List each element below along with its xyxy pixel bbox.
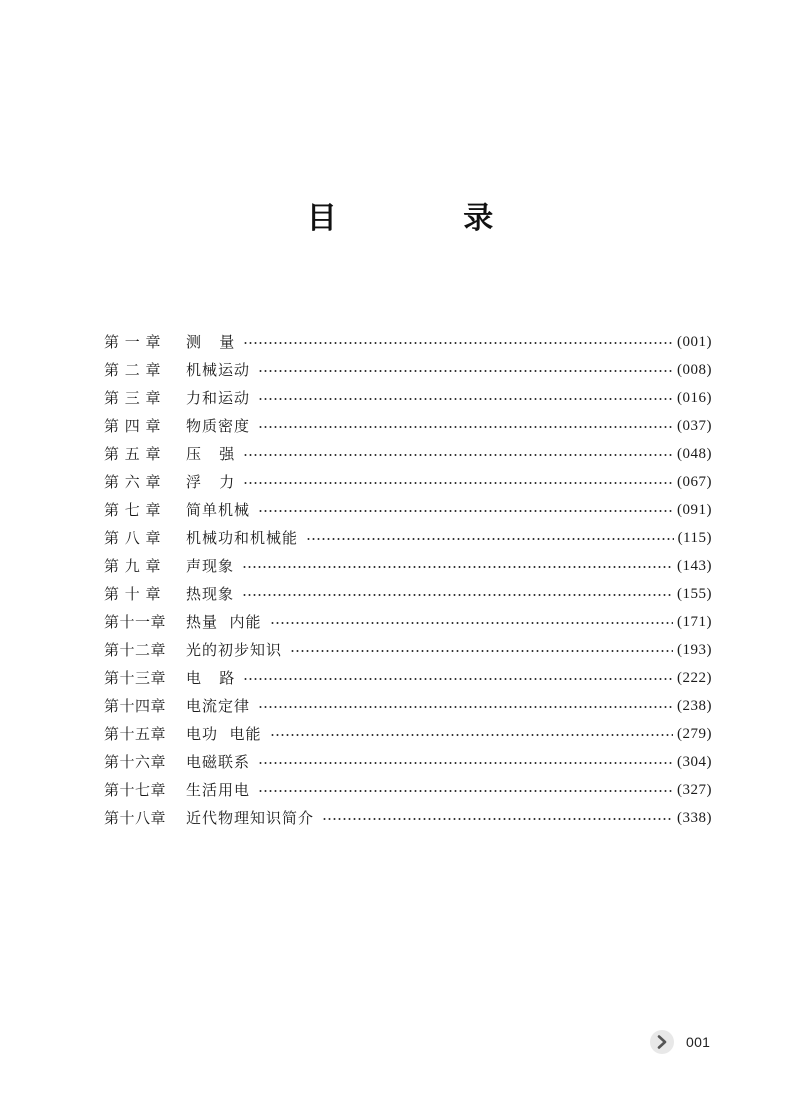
toc-entry[interactable] xyxy=(104,440,712,468)
page-footer xyxy=(650,1030,710,1054)
dot-leader xyxy=(243,678,673,680)
chapter-number: 第 九 章 xyxy=(104,557,162,575)
table-of-contents xyxy=(104,328,712,832)
chapter-title: 生活用电 xyxy=(186,781,251,799)
dot-leader xyxy=(243,454,673,456)
page-reference: (222) xyxy=(677,670,712,686)
chapter-number: 第十五章 xyxy=(104,725,167,743)
chapter-title: 电流定律 xyxy=(186,697,251,715)
page-title: 目 录 xyxy=(306,201,552,236)
toc-entry[interactable] xyxy=(104,524,712,552)
chapter-title: 测 量 xyxy=(186,333,236,351)
chapter-number: 第 五 章 xyxy=(104,445,162,463)
page-reference: (279) xyxy=(677,726,712,742)
page-reference: (091) xyxy=(677,502,712,518)
dot-leader xyxy=(258,398,673,400)
chapter-title: 机械运动 xyxy=(186,361,251,379)
page-number: 001 xyxy=(686,1034,711,1050)
dot-leader xyxy=(258,510,673,512)
toc-entry[interactable] xyxy=(104,664,712,692)
chapter-number: 第 三 章 xyxy=(104,389,162,407)
chapter-title: 声现象 xyxy=(186,557,235,575)
dot-leader xyxy=(258,762,673,764)
toc-entry[interactable] xyxy=(104,636,712,664)
toc-entry[interactable] xyxy=(104,384,712,412)
dot-leader xyxy=(243,342,673,344)
page-reference: (304) xyxy=(677,754,712,770)
dot-leader xyxy=(242,566,673,568)
chapter-number: 第 八 章 xyxy=(104,529,162,547)
chapter-number: 第十四章 xyxy=(104,697,167,715)
chapter-title: 力和运动 xyxy=(186,389,251,407)
page-reference: (037) xyxy=(677,418,712,434)
chapter-title: 近代物理知识简介 xyxy=(186,809,315,827)
toc-entry[interactable] xyxy=(104,552,712,580)
page-reference: (155) xyxy=(677,586,712,602)
page-reference: (001) xyxy=(677,334,712,350)
page-reference: (171) xyxy=(677,614,712,630)
toc-entry[interactable] xyxy=(104,412,712,440)
chapter-number: 第十一章 xyxy=(104,613,167,631)
toc-entry[interactable] xyxy=(104,608,712,636)
chevron-right-icon[interactable] xyxy=(650,1030,674,1054)
chapter-number: 第十二章 xyxy=(104,641,167,659)
chapter-title: 物质密度 xyxy=(186,417,251,435)
dot-leader xyxy=(258,790,673,792)
chapter-number: 第 一 章 xyxy=(104,333,162,351)
chapter-title: 热量 内能 xyxy=(186,613,262,631)
dot-leader xyxy=(270,734,673,736)
toc-entry[interactable] xyxy=(104,580,712,608)
chapter-number: 第十八章 xyxy=(104,809,167,827)
dot-leader xyxy=(306,538,674,540)
chapter-number: 第 六 章 xyxy=(104,473,162,491)
chapter-title: 机械功和机械能 xyxy=(186,529,299,547)
page-reference: (008) xyxy=(677,362,712,378)
chapter-number: 第十三章 xyxy=(104,669,167,687)
chapter-number: 第 十 章 xyxy=(104,585,162,603)
page-reference: (327) xyxy=(677,782,712,798)
chapter-title: 压 强 xyxy=(186,445,236,463)
dot-leader xyxy=(258,706,673,708)
page-reference: (115) xyxy=(677,530,712,546)
dot-leader xyxy=(243,482,673,484)
dot-leader xyxy=(258,426,673,428)
dot-leader xyxy=(290,650,673,652)
toc-entry[interactable] xyxy=(104,804,712,832)
chapter-title: 光的初步知识 xyxy=(186,641,283,659)
dot-leader xyxy=(270,622,673,624)
page-reference: (193) xyxy=(677,642,712,658)
chapter-title: 电 路 xyxy=(186,669,236,687)
page-reference: (338) xyxy=(677,810,712,826)
toc-entry[interactable] xyxy=(104,468,712,496)
chapter-number: 第十六章 xyxy=(104,753,167,771)
page-reference: (048) xyxy=(677,446,712,462)
toc-entry[interactable] xyxy=(104,496,712,524)
toc-entry[interactable] xyxy=(104,328,712,356)
dot-leader xyxy=(258,370,673,372)
chapter-title: 电磁联系 xyxy=(186,753,251,771)
page-reference: (238) xyxy=(677,698,712,714)
chapter-title: 简单机械 xyxy=(186,501,251,519)
chapter-title: 电功 电能 xyxy=(186,725,262,743)
page-reference: (143) xyxy=(677,558,712,574)
page-reference: (067) xyxy=(677,474,712,490)
dot-leader xyxy=(242,594,673,596)
dot-leader xyxy=(322,818,673,820)
chapter-number: 第 七 章 xyxy=(104,501,162,519)
toc-entry[interactable] xyxy=(104,748,712,776)
chapter-title: 浮 力 xyxy=(186,473,236,491)
toc-entry[interactable] xyxy=(104,776,712,804)
toc-entry[interactable] xyxy=(104,720,712,748)
toc-entry[interactable] xyxy=(104,356,712,384)
chapter-number: 第 二 章 xyxy=(104,361,162,379)
chapter-number: 第十七章 xyxy=(104,781,167,799)
chapter-title: 热现象 xyxy=(186,585,235,603)
chapter-number: 第 四 章 xyxy=(104,417,162,435)
toc-entry[interactable] xyxy=(104,692,712,720)
page-reference: (016) xyxy=(677,390,712,406)
